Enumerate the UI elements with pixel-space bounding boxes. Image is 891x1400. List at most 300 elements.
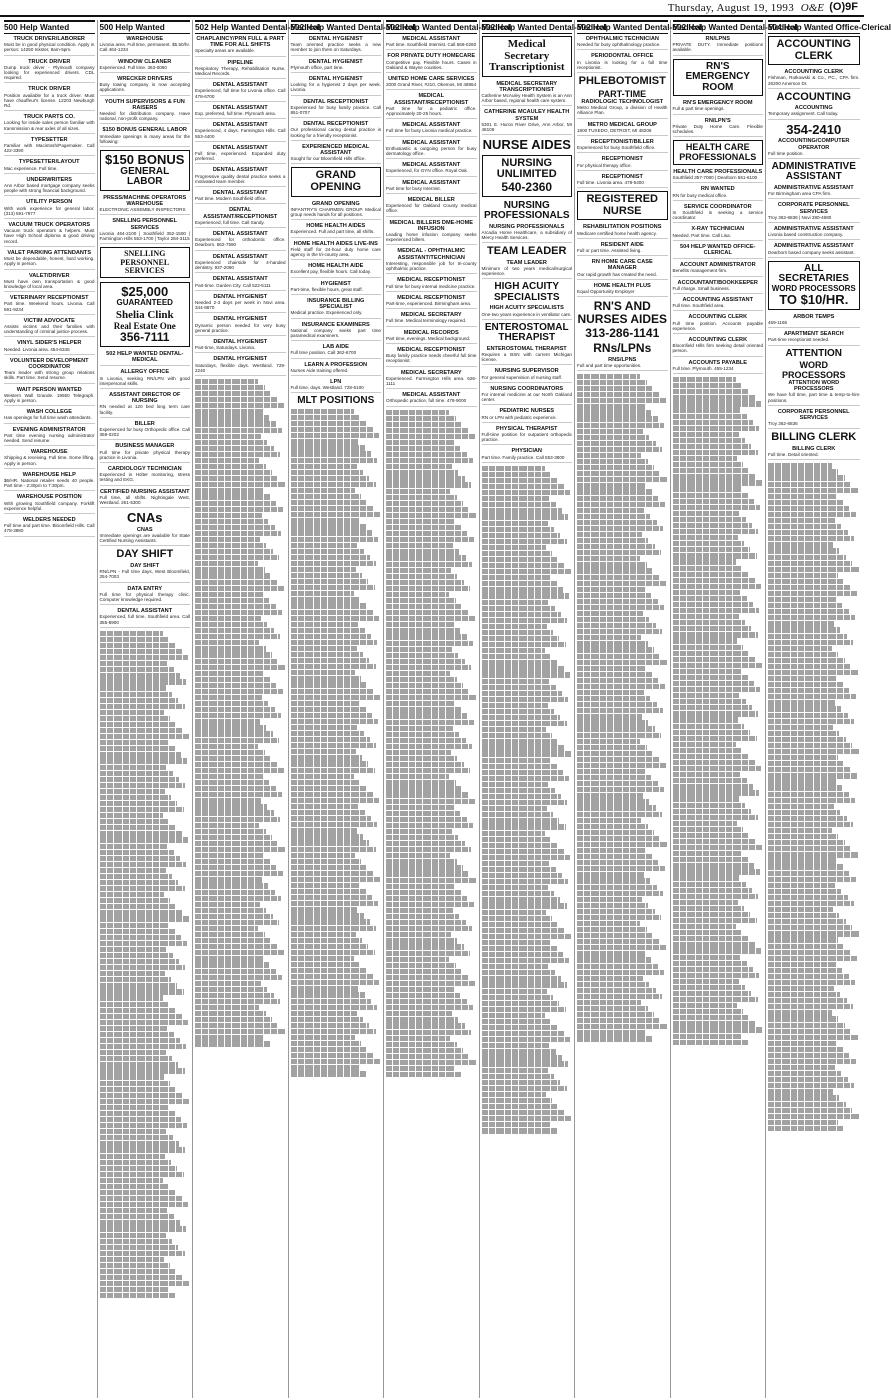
fine-print-line [386,1054,469,1059]
fine-print-line [482,910,546,915]
issue-date: Thursday, August 19, 1993 [667,2,794,14]
classified-ad [673,314,764,334]
fine-print-line [100,1032,174,1037]
fine-print-line [673,480,763,485]
classified-ad [386,140,477,160]
fine-print-line [577,666,646,671]
ad-title: MEDICAL RECEPTIONIST [397,346,466,353]
agent-name: Shelia Clink [115,309,174,322]
fine-print-line [482,1068,548,1073]
classified-ad [4,222,95,247]
fine-print-line [577,416,658,421]
ad-list [577,357,668,371]
fine-print-line [482,1128,557,1133]
ad-list [291,36,382,164]
fine-print-line [673,711,759,716]
fine-print-line [768,500,843,505]
fine-print-line [673,553,757,558]
fine-print-line [386,695,476,700]
fine-print-line [768,555,846,560]
classified-ad [386,180,477,194]
fine-print-line [386,720,474,725]
fine-print-line [768,518,835,523]
fine-print-line [386,835,458,840]
ad-list [768,380,860,429]
fine-print-line [386,665,471,670]
fine-print-line [768,664,851,669]
fine-print-line [100,1002,170,1007]
fine-print-line [291,798,380,803]
ad-body: Part time for busy Internist. [386,185,441,191]
fine-print-line [577,951,645,956]
ad-body: One-two years experience in ventilator care. [481,311,572,317]
cnas-heading: CNAs [127,510,163,526]
fine-print-line [673,894,759,899]
fine-print-line [100,795,171,800]
fine-print-line [195,1023,278,1028]
fine-print-line [291,865,368,870]
fine-print-line [577,1000,641,1005]
fine-print-line [100,825,176,830]
fine-print-line [577,921,640,926]
fine-print-line [577,660,667,665]
fine-print-line [386,616,475,621]
ad-title: PHYSICIAN [511,448,542,455]
fine-print-line [195,756,271,761]
fine-print-line [768,494,837,499]
ad-body: Busy family practice needs cheerful full time receptionist. [386,353,477,364]
ad-body: RN for busy medical office. [672,192,728,198]
fine-print-line [577,647,654,652]
ad-title: HOME HEALTH AIDES [306,223,366,230]
fine-print-line [482,885,548,890]
classified-ad [100,127,191,147]
classified-ad [768,409,860,430]
fine-print-line [768,640,853,645]
fine-print-line [673,541,744,546]
column-5 [384,20,512,1398]
ad-body: Immediate openings in many areas for the following: [99,133,190,144]
classified-ad [4,36,95,56]
classified-ad [4,295,95,315]
fine-print-line [482,1098,553,1103]
fine-print-line [291,755,362,760]
fine-print-line [577,714,642,719]
ad-title: VALET PARKING ATTENDANTS [7,249,92,256]
fine-print-line [673,748,743,753]
fine-print-line [673,632,758,637]
ad-body: Southfield 357-7080 | Dearborn 561-6100 [672,175,758,181]
secretaries-ad [768,261,860,310]
fine-print-line [673,584,762,589]
fine-print-line [482,642,566,647]
fine-print-line [768,682,843,687]
ad-title: HOME HEALTH PLUS [593,282,651,289]
fine-print-line [386,859,457,864]
classified-ad [577,283,668,297]
fine-print-line [577,915,661,920]
fine-print-line [768,877,856,882]
fine-print-line [768,1035,858,1040]
fine-print-line [195,1041,270,1046]
fine-print-line [768,1029,851,1034]
fine-print-line [482,593,570,598]
fine-print-line [482,666,564,671]
fine-print-line [291,561,377,566]
fine-print-line [195,847,285,852]
ad-body: Part time. Modern Southfield office. [195,196,267,202]
ad-title: CHAPLAINCY/PRN FULL & PART TIME FOR ALL SHIFTS [196,36,285,49]
grand-opening-heading: GRAND OPENING [310,169,362,193]
fine-print-line [482,654,552,659]
fine-print-line [291,1071,366,1076]
fine-print-line [577,532,642,537]
classified-ad [386,93,477,119]
fine-print-line [482,1116,572,1121]
fine-print-line [100,752,181,757]
fine-print-line [386,659,465,664]
fine-print-line [768,852,858,857]
fine-print-line [673,638,737,643]
ad-body: Excellent pay, flexible hours. Call today. [290,269,372,275]
fine-print-line [195,956,263,961]
ad-body: Saturdays, flexible days. Westland. 729-2240 [195,362,286,373]
ad-body: Dump truck driver - Plymouth company looking for experienced drivers. CDL required. [4,64,95,81]
ad-body: For Birmingham area CPA firm. [768,191,832,197]
fine-print-line [100,667,174,672]
ad-title: ALLERGY OFFICE [120,369,170,376]
fine-print-line [386,884,455,889]
fine-print-line [577,672,652,677]
fine-print-line [386,853,450,858]
fine-print-line [195,683,276,688]
fine-print-line [386,774,449,779]
fine-print-line [768,731,839,736]
classified-ad [4,409,95,423]
fine-print-line [195,926,258,931]
fine-print-line [482,721,567,726]
fine-print-line [291,992,365,997]
fine-print-line [482,800,568,805]
fine-print-line [386,726,453,731]
ad-title: DENTAL RECEPTIONIST [303,121,369,128]
fine-print-line [195,780,269,785]
fine-print-line [482,478,558,483]
fine-print-line [291,603,367,608]
ad-title: UNITED HOME CARE SERVICES [388,76,475,83]
fine-print-line [291,950,375,955]
section-heading: 502 Help Wanted Dental-Medical [577,20,668,34]
fine-print-line [291,488,355,493]
ad-title: FOR PRIVATE DUTY HOMECARE [387,53,476,60]
fine-print-line [386,1060,476,1065]
accounting-clerk-ad [768,36,860,65]
fine-print-line [100,698,179,703]
ad-list [768,446,860,460]
ad-title: TRUCK DRIVER/LABORER [13,36,85,42]
fine-print-line [673,590,741,595]
fine-print-line [100,1263,171,1268]
fine-print-line [482,1025,558,1030]
classified-ad [100,392,191,418]
ad-title: TYPESETTER/LAYOUT [18,159,80,166]
fine-print-line [482,1110,565,1115]
fine-print-line [768,542,833,547]
ad-body: Dearborn based company seeks assistant. [768,249,855,255]
fine-print-line [577,976,643,981]
fine-print-line [577,392,659,397]
fine-print-line [577,994,662,999]
fine-print-line [768,834,838,839]
fine-print-line [577,629,662,634]
fine-print-line [195,987,267,992]
fine-print-line [673,608,760,613]
fine-print-line [291,1017,363,1022]
ad-title: PRESS/MACHINE OPERATORS WAREHOUSE [103,194,187,207]
fine-print-line [768,1126,844,1131]
classified-ad [482,368,573,382]
classified-ad [100,421,191,441]
mlt-heading: MLT POSITIONS [297,395,375,407]
fine-print-line [291,901,379,906]
ad-body: Full time position. Call 362-6700 [290,350,357,356]
fine-print-line [195,1011,266,1016]
ad-title: PEDIATRIC NURSES [499,408,555,415]
fine-print-line [195,592,263,597]
fine-print-line [291,451,372,456]
ad-list [482,346,573,463]
fine-print-line [291,622,359,627]
fine-print-line [673,1021,756,1026]
classified-ad [291,99,382,119]
fine-print-line [100,692,172,697]
fine-print-line [100,989,184,994]
fine-print-line [482,581,557,586]
masthead-rule [0,15,864,17]
fine-print-line [195,543,266,548]
fine-print-line [291,1059,381,1064]
ad-title: ACCOUNTING ASSISTANT [682,297,754,304]
fine-print-line [100,704,185,709]
ad-body: In Southfield is seeking a service coordinator. [672,210,763,221]
ad-title: MEDICAL SECRETARY [400,369,462,376]
fine-print-line [673,395,755,400]
fine-print-line [386,865,463,870]
fine-print-line [673,809,752,814]
fine-print-line [100,898,171,903]
fine-print-line [768,597,836,602]
ad-body: With work experience for general labor. (313) 591-7977 [4,205,95,216]
fine-print-line [386,987,454,992]
fine-print-line [386,993,460,998]
section-heading: 502 Help Wanted Dental-Medical [195,20,286,34]
fine-print-line [673,468,750,473]
ad-list [768,314,860,346]
fine-print-line [195,969,276,974]
ad-title: WAREHOUSE [30,449,68,456]
fine-print-line [673,693,740,698]
fine-print-line [577,611,643,616]
fine-print-line [386,975,468,980]
fine-print-line [768,512,856,517]
phlebotomist-heading: PHLEBOTOMIST [578,75,666,88]
fine-print-line [100,959,180,964]
day-shift-heading: DAY SHIFT [116,548,174,561]
fine-print-line [195,725,266,730]
fine-print-line [386,878,476,883]
fine-print-line [291,458,378,463]
fine-print-line [673,596,747,601]
fine-print-line [768,992,840,997]
fine-print-line [100,819,170,824]
fine-print-line [768,1114,859,1119]
fine-print-line [482,490,571,495]
fine-print-line [291,682,368,687]
ad-body: Full time, days. Westland. 728-6100 [290,385,364,391]
fine-print-line [673,827,744,832]
fine-print-line [577,939,659,944]
classified-ad [482,408,573,422]
ad-title: TRUCK PARTS CO. [23,114,75,121]
fine-print-line [577,568,653,573]
classified-ad [4,114,95,134]
fine-print-line [100,649,182,654]
ad-title: MEDICAL ASSISTANT [402,139,461,146]
ad-body: Western Wall Grande. 19550 Telegraph. Apply in person. [4,392,95,403]
fine-print-line [768,785,842,790]
classified-ad [291,36,382,56]
classified-ad [577,156,668,170]
bonus-amount: $150 BONUS [105,152,185,168]
ad-list [482,81,573,136]
fine-print-line [768,1102,846,1107]
fine-print-line [195,768,284,773]
fine-print-line [768,883,835,888]
fine-print-line [768,937,838,942]
ad-list [768,105,860,119]
fine-print-line [577,885,657,890]
ad-title: ACCOUNT ADMINISTRATOR [679,262,756,269]
ad-body: Respiratory Therapy, Rehabilitation Nurse, Medical Records. [195,65,286,77]
ad-title: ENTEROSTOMAL THERAPIST [486,345,567,352]
fine-print-line [768,1108,852,1113]
fine-print-line [673,906,744,911]
ad-title: INSURANCE BILLING SPECIALIST [307,297,365,311]
fine-print-line [291,543,358,548]
fine-print-line [100,977,171,982]
fine-print-line [291,786,367,791]
fine-print-line [100,1135,173,1140]
classified-ad [768,185,860,199]
fine-print-line [386,908,453,913]
fine-print-line [291,743,377,748]
fine-print-line [100,1111,175,1116]
fine-print-line [768,737,846,742]
ad-title: TEAM LEADER [506,259,547,266]
fine-print-line [577,702,657,707]
fine-print-line [195,731,273,736]
fine-print-line [768,536,854,541]
ad-title: ADMINISTRATIVE ASSISTANT [773,225,854,232]
fine-print-line [100,1245,179,1250]
fine-print-line [482,630,553,635]
classified-ad [291,241,382,261]
fine-print-line [482,1055,563,1060]
fine-print-line [386,786,462,791]
ad-body: Position available for a truck driver. Must have chauffeur's license. 12203 Newburgh Rd. [4,92,95,109]
ad-list [4,36,95,537]
rns-aides-phone: 313-286-1141 [585,326,660,341]
fine-print-line [291,810,365,815]
ad-title: RNS/LPNS [608,356,637,363]
fine-print-line [195,865,276,870]
classified-ad [195,145,286,165]
fine-print-line [195,853,264,858]
fine-print-line [291,530,372,535]
fine-print-line [195,750,265,755]
ad-title: DENTAL HYGIENIST [213,356,268,363]
fine-print-line [386,641,473,646]
fine-print-line [673,505,761,510]
fine-print-line [768,968,842,973]
accounting-heading: ACCOUNTING [776,90,852,103]
classified-ad [386,330,477,344]
ad-body: Immediate openings are available for State Certified Nursing Assistants. [99,533,190,544]
fine-print-line [195,695,262,700]
ad-title: NURSING PROFESSIONALS [489,223,565,230]
fine-print-line [386,1023,465,1028]
fine-print-line [386,628,460,633]
fine-print-line [195,458,259,463]
fine-print-line [100,1117,181,1122]
fine-print-line [291,938,362,943]
ad-title: ACCOUNTING CLERK [688,337,748,344]
fine-print-line [195,628,274,633]
ad-body: Experienced. Farmington Hills area. 626-1111 [386,375,477,386]
fine-print [768,463,860,1063]
fine-print-line [100,783,186,788]
fine-print [291,409,382,1009]
fine-print-line [291,828,357,833]
fine-print-line [100,1208,168,1213]
fine-print-line [673,420,754,425]
ad-body: Troy 362-6836 | Novi 380-4680 [768,214,832,220]
ad-body: Experienced, full time. Call Sandy. [195,219,265,225]
fine-print-line [386,1048,463,1053]
classified-ad [291,362,382,376]
guarantee-amount: $25,000 [121,284,169,300]
ad-body: Team oriented practice seeks a new member to join them on Saturdays. [290,42,381,53]
ad-title: DENTAL ASSISTANT [212,122,268,129]
fine-print-line [100,1160,171,1165]
fine-print-line [577,374,640,379]
classified-ad [673,244,764,259]
fine-print-line [768,670,858,675]
classified-ad [386,277,477,291]
fine-print-line [291,701,360,706]
fine-print-line [482,745,565,750]
ad-title: $150 BONUS GENERAL LABOR [102,127,187,134]
fine-print-line [577,970,664,975]
fine-print-line [100,1281,190,1286]
fine-print-line [768,1071,841,1076]
fine-print-line [673,724,744,729]
fine-print-line [768,463,832,468]
ad-title: OPHTHALMIC TECHNICIAN [585,36,659,42]
fine-print-line [577,775,651,780]
fine-print-line [100,983,178,988]
fine-print-line [291,1041,362,1046]
